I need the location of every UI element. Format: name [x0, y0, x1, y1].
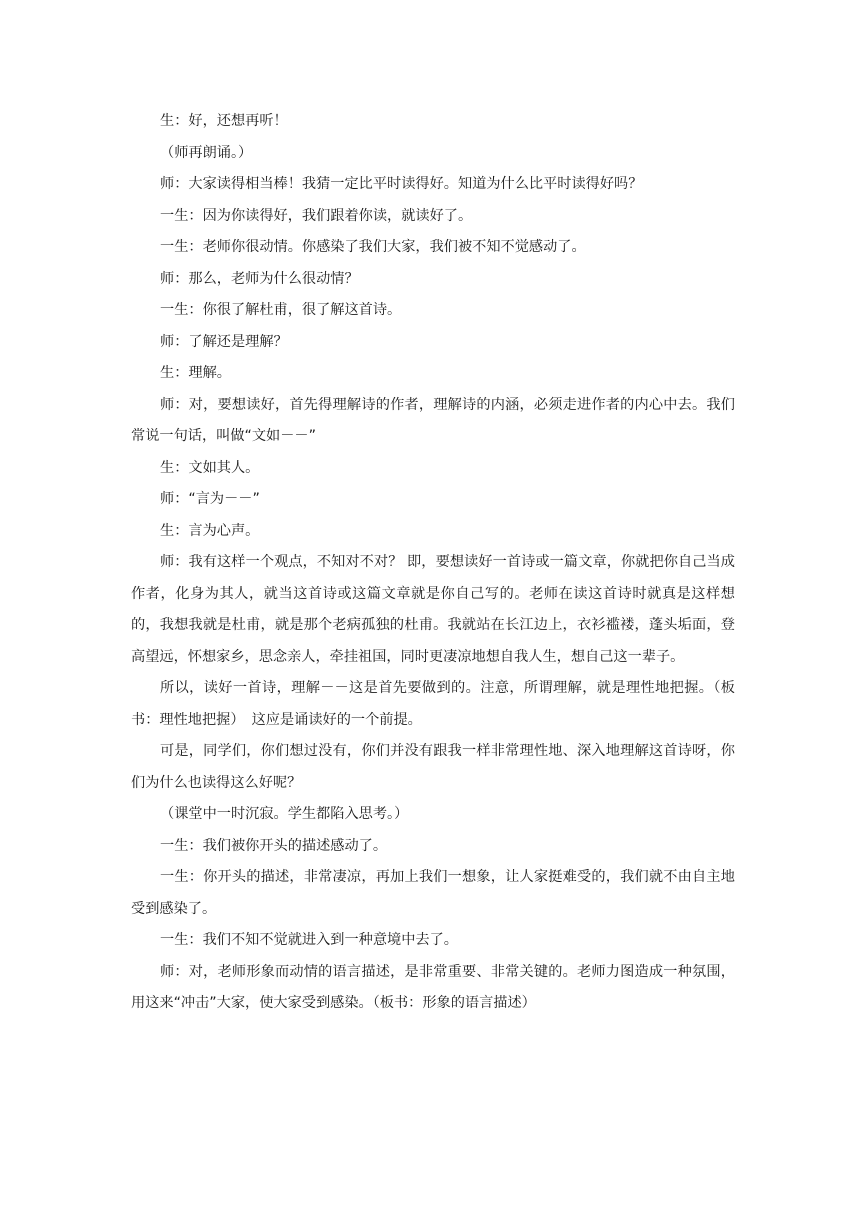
paragraph: 生：理解。: [160, 365, 231, 381]
paragraph: 师：“言为－－”: [160, 491, 260, 507]
paragraph: （课堂中一时沉寂。学生都陷入思考。）: [160, 806, 409, 822]
paragraph: 师：我有这样一个观点，不知对不对？ 即，要想读好一首诗或一篇文章，你就把你自己当成作者，化身为其人，就当这首诗或这篇文章就是你自己写的。老师在读这首诗时就真是这样想的，我想我就是杜甫，就是那个老病孤独的杜甫。我就站在长江边上，衣衫褴褛，蓬头垢面，登高望远，怀想家乡，思念亲人，牵挂祖国，同时更凄凉地想自我人生，想自己这一辈子。: [131, 554, 735, 665]
paragraph: 一生：因为你读得好，我们跟着你读，就读好了。: [160, 207, 473, 224]
paragraph: 生：文如其人。: [160, 459, 260, 476]
paragraph: 生：好，还想再听！: [160, 113, 288, 129]
paragraph: 一生：我们不知不觉就进入到一种意境中去了。: [160, 932, 458, 948]
paragraph: 生：言为心声。: [160, 522, 260, 539]
paragraph: 师：对，老师形象而动情的语言描述，是非常重要、非常关键的。老师力图造成一种氛围，用这来“冲击”大家，使大家受到感染。（板书：形象的语言描述）: [131, 963, 735, 1011]
paragraph: 师：对，要想读好，首先得理解诗的作者，理解诗的内涵，必须走进作者的内心中去。我们常说一句话，叫做“文如－－”: [131, 396, 735, 444]
paragraph: 一生：你开头的描述，非常凄凉，再加上我们一想象，让人家挺难受的，我们就不由自主地受到感染了。: [131, 869, 735, 917]
paragraph: 所以，读好一首诗，理解－－这是首先要做到的。注意，所谓理解，就是理性地把握。（板书：理性地把握） 这应是诵读好的一个前提。: [131, 680, 735, 728]
paragraph: （师再朗诵。）: [160, 144, 253, 161]
paragraph: 师：那么，老师为什么很动情？: [160, 270, 359, 287]
document-body: [131, 106, 735, 1020]
paragraph: 师：了解还是理解？: [160, 333, 288, 350]
paragraph: 一生：我们被你开头的描述感动了。: [160, 837, 388, 854]
paragraph: 师：大家读得相当棒！我猜一定比平时读得好。知道为什么比平时读得好吗？: [160, 176, 643, 192]
paragraph: 可是，同学们，你们想过没有，你们并没有跟我一样非常理性地、深入地理解这首诗呀，你们为什么也读得这么好呢？: [131, 743, 735, 791]
paragraph: 一生：老师你很动情。你感染了我们大家，我们被不知不觉感动了。: [160, 239, 586, 255]
paragraph: 一生：你很了解杜甫，很了解这首诗。: [160, 302, 402, 318]
